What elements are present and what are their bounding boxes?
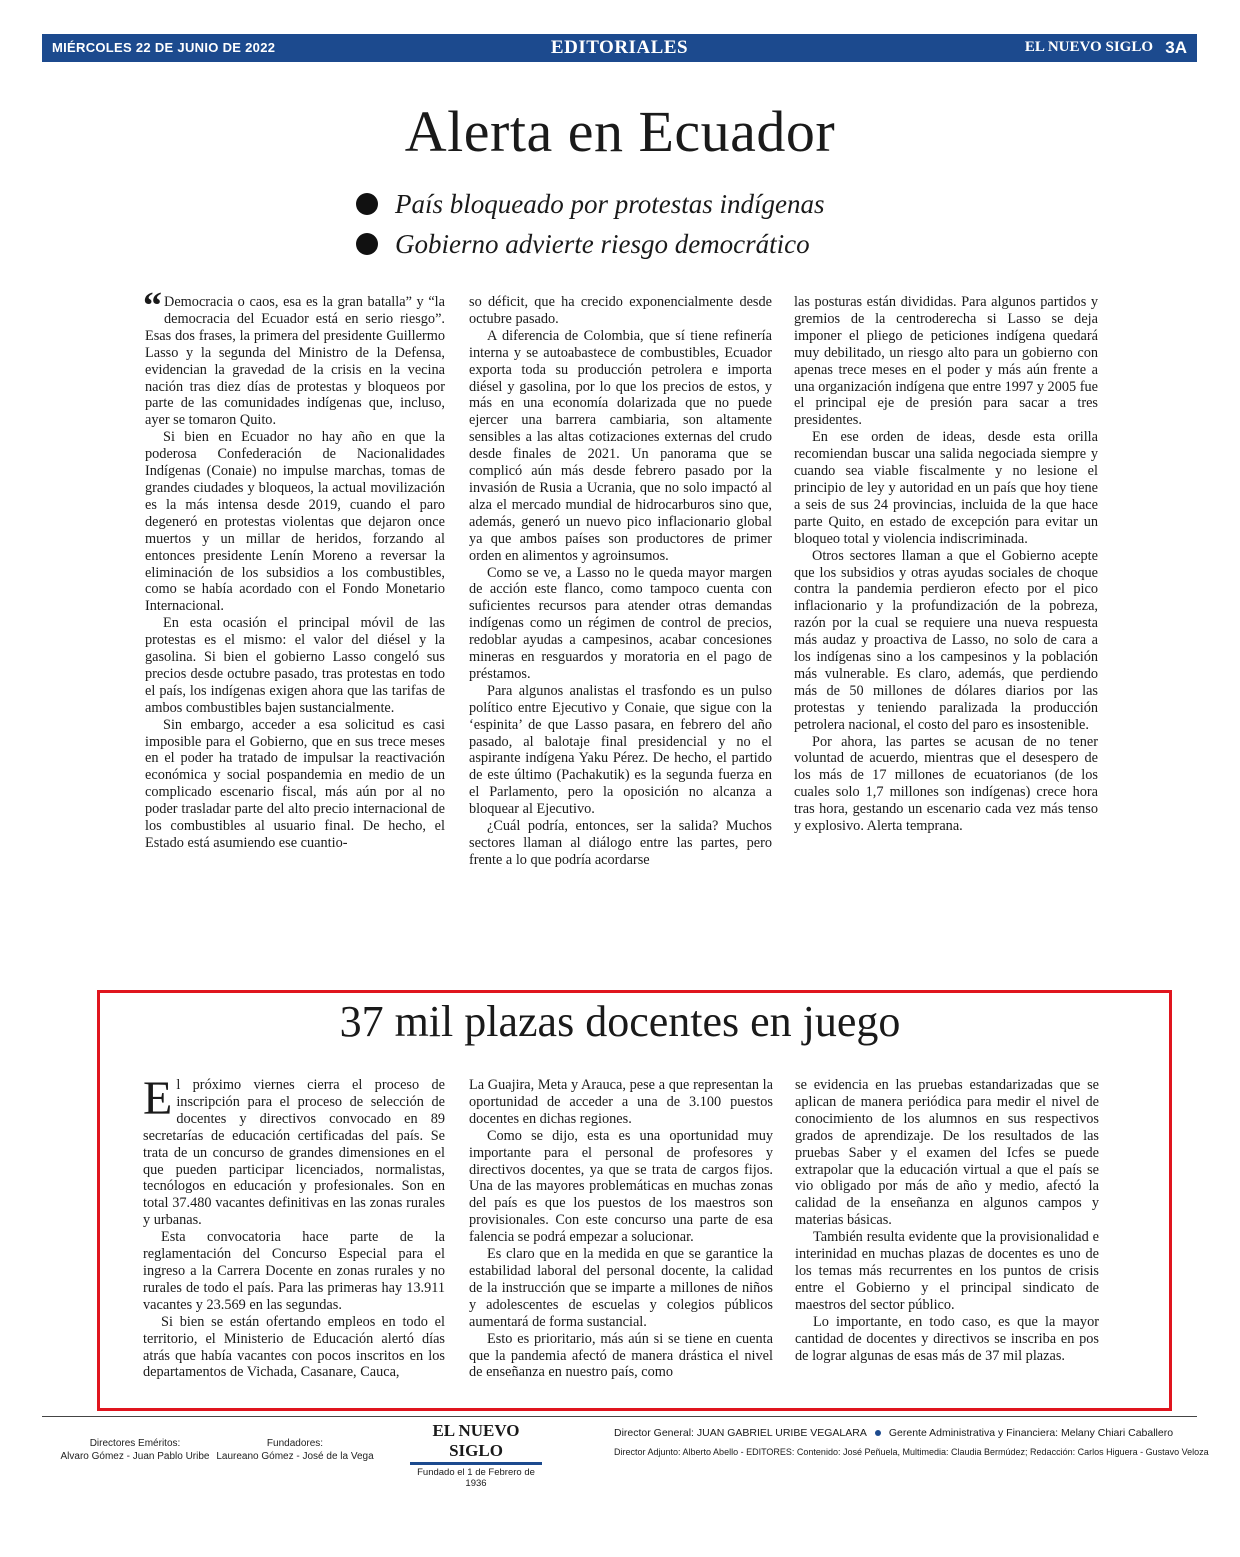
section-name: EDITORIALES: [550, 37, 689, 58]
logo-text: EL NUEVO SIGLO: [432, 1421, 520, 1460]
paragraph: Por ahora, las partes se acusan de no tener voluntad de acuerdo, mientras que el desespero de los más de 17 millones de ecuatorianos (de los cuales solo 1,7 millones son indígenas) crece hora tras hora, gestando un escenario cada vez más tenso y explosivo. Alerta temprana.: [794, 733, 1098, 835]
bullet-icon: [356, 233, 378, 255]
editorial-headline: Alerta en Ecuador: [404, 99, 836, 164]
paragraph: Si bien se están ofertando empleos en todo el territorio, el Ministerio de Educación alertó días atrás que había vacantes con pocos inscritos en los departamentos de Vichada, Casanare, Cauca,: [143, 1313, 445, 1381]
editorial2-column-2: [469, 1077, 773, 1381]
subhead-2: [356, 224, 825, 264]
paragraph: En esta ocasión el principal móvil de las protestas es el mismo: el valor del diésel y la gasolina. Si bien el gobierno Lasso congeló sus precios desde octubre pasado, tras protestas en todo el país, los indígenas exigen ahora que las tarifas de ambos combustibles bajen sustancialmente.: [145, 615, 445, 716]
emeritos-label: Directores Eméritos:: [89, 1438, 181, 1449]
masthead-logo: [410, 1421, 542, 1489]
paragraph: “ Democracia o caos, esa es la gran batalla” y “la democracia del Ecuador está en serio riesgo”. Esas dos frases, la primera del presidente Guillermo Lasso y la segunda del Ministro de la Defensa, evidencian la gravedad de la crisis en la vecina nación tras diez días de protestas y bloqueos por parte de las comunidades indígenas que, incluso, ayer se tomaron Quito.: [143, 285, 445, 429]
paragraph: las posturas están divididas. Para algunos partidos y gremios de la centroderecha si Lasso se deja imponer el pliego de peticiones indígena quedará muy debilitado, un riesgo alto para un gobierno con apenas trece meses en el poder y más aún frente a una organización indígena que entre 1997 y 2005 fue el principal eje de presión para sacar a tres presidentes.: [794, 294, 1098, 429]
editorial-subheads: [356, 184, 825, 264]
paragraph: so déficit, que ha crecido exponencialmente desde octubre pasado.: [469, 294, 772, 327]
paragraph: Sin embargo, acceder a esa solicitud es casi imposible para el Gobierno, que en sus trece meses en el poder ha tratado de impulsar la reactivación económica y social pospandemia en medio de un complicado escenario fiscal, más aún por al no poder trasladar parte del alto precio internacional de los combustibles al usuario final. De hecho, el Estado está asumiendo ese cuantio-: [145, 716, 445, 851]
editorial1-column-3: [794, 294, 1098, 835]
paragraph: Lo importante, en todo caso, es que la mayor cantidad de docentes y directivos se inscriba en pos de lograr algunas de esas más de 37 mil plazas.: [795, 1313, 1099, 1364]
paragraph: Es claro que en la medida en que se garantice la estabilidad laboral del personal docente, la calidad de la instrucción que se imparte a millones de niños y adolescentes de escuelas y colegios públicos aumentará de forma sustancial.: [469, 1246, 773, 1330]
paragraph: A diferencia de Colombia, que sí tiene refinería interna y se autoabastece de combustibles, Ecuador exporta toda su producción petrolera e importa diésel y gasolina, por lo que los precios de estos, y más en una economía dolarizada que no puede ejercer una barrera cambiaria, son altamente sensibles a las altas cotizaciones externas del crudo desde finales de 2021. Un panorama que se complicó aún más desde febrero pasado por la invasión de Rusia a Ucrania, que no solo impactó al alza el mercado mundial de hidrocarburos sino que, además, generó un nuevo pico inflacionario global ya que ambos países son productores de primer orden en alimentos y agroinsumos.: [469, 327, 772, 564]
paragraph: Como se dijo, esta es una oportunidad muy importante para el personal de profesores y directivos docentes, ya que se trata de cargos fijos. Una de las mayores problemáticas en muchas zonas del país es que los puestos de los maestros son provisionales. Con este concurso una parte de esa falencia se podrá empezar a solucionar.: [469, 1127, 773, 1246]
subhead-text: País bloqueado por protestas indígenas: [395, 189, 825, 219]
editorial2-column-3: [795, 1077, 1099, 1364]
subhead-1: [356, 184, 825, 224]
fundadores-names: Laureano Gómez - José de la Vega: [216, 1451, 374, 1462]
paragraph: Otros sectores llaman a que el Gobierno acepte que los subsidios y otras ayudas sociales de choque contra la pandemia perdieron efecto por el pico inflacionario y la profundización de la pobreza, razón por la cual se requiere una nueva respuesta más audaz y proactiva de Lasso, no solo de cara a los indígenas sino a los campesinos y la población más vulnerable. Es claro, además, que perdiendo más de 50 millones de dólares diarios por las protestas y teniendo paralizada la producción petrolera nacional, el costo del paro es insostenible.: [794, 547, 1098, 733]
staff-line-1: [614, 1427, 1173, 1439]
edition-date: MIÉRCOLES 22 DE JUNIO DE 2022: [52, 40, 276, 55]
paragraph: El próximo viernes cierra el proceso de inscripción para el proceso de selección de docentes y directivos convocado en 89 secretarías de educación certificadas del país. Se trata de un concurso de grandes dimensiones en el que pueden participar licenciados, normalistas, tecnólogos en educación y profesionales. Son en total 37.480 vacantes definitivas en las zonas rurales y urbanas.: [143, 1072, 445, 1229]
staff-line-2: Director Adjunto: Alberto Abello - EDITORES: Contenido: José Peñuela, Multimedia: Claudia Bermúdez; Redacción: Carlos Higuera - Gustavo Veloza: [614, 1447, 1209, 1457]
page-header-bar: [42, 34, 1197, 62]
paragraph: Esto es prioritario, más aún si se tiene en cuenta que la pandemia afectó de manera drástica el nivel de enseñanza en nuestro país, como: [469, 1330, 773, 1381]
paragraph: se evidencia en las pruebas estandarizadas que se aplican de manera periódica para medir el nivel de conocimiento de los alumnos en sus respectivos grados de aprendizaje. De los resultados de las pruebas Saber y el examen del Icfes se puede extrapolar que la educación virtual a que el país se vio obligado por más de año y medio, afectó la calidad de la enseñanza en algunos campos y materias básicas.: [795, 1077, 1099, 1229]
separator-dot-icon: [875, 1430, 881, 1436]
page-number: 3A: [1165, 38, 1187, 57]
gerente: Gerente Administrativa y Financiera: Melany Chiari Caballero: [888, 1427, 1174, 1439]
subhead-text: Gobierno advierte riesgo democrático: [395, 229, 810, 259]
newspaper-name: EL NUEVO SIGLO: [1024, 39, 1153, 55]
paragraph: Esta convocatoria hace parte de la reglamentación del Concurso Especial para el ingreso a la Carrera Docente en zonas rurales y no rurales de todo el país. Para las primeras hay 13.911 vacantes y 23.569 en las segundas.: [143, 1229, 445, 1313]
logo-rule: [410, 1462, 542, 1465]
directores-emeritos: [50, 1437, 220, 1463]
founded-date: Fundado el 1 de Febrero de 1936: [417, 1467, 535, 1489]
paragraph: También resulta evidente que la provisionalidad e interinidad en muchas plazas de docentes es uno de los temas más recurrentes en los puntos de crisis entre el Gobierno y el principal sindicato de maestros del sector público.: [795, 1229, 1099, 1313]
paragraph: Si bien en Ecuador no hay año en que la poderosa Confederación de Nacionalidades Indígenas (Conaie) no impulse marchas, tomas de grandes ciudades y bloqueos, la actual movilización es la más intensa desde 2019, cuando el paro degeneró en protestas violentas que dejaron once muertos y un millar de heridos, forzando al entonces presidente Lenín Moreno a reversar la eliminación de los subsidios a los combustibles, como se había acordado con el Fondo Monetario Internacional.: [145, 429, 445, 615]
editorial1-column-2: [469, 294, 772, 869]
editorial1-column-1: [143, 285, 445, 852]
bullet-icon: [356, 193, 378, 215]
paragraph: Para algunos analistas el trasfondo es un pulso político entre Ejecutivo y Conaie, que sigue con la ‘espinita’ de que Lasso pasara, en febrero del año pasado, al balotaje final presidencial y no el aspirante indígena Yaku Pérez. De hecho, el partido de este último (Pachakutik) es la segunda fuerza en el Parlamento, pero la oposición no alcanza a bloquear al Ejecutivo.: [469, 682, 772, 818]
paragraph: La Guajira, Meta y Arauca, pese a que representan la oportunidad de acceder a una de 3.100 puestos docentes en dichas regiones.: [469, 1077, 773, 1127]
director-general: Director General: JUAN GABRIEL URIBE VEGALARA: [614, 1427, 867, 1439]
footer-divider: [42, 1416, 1197, 1417]
fundadores-label: Fundadores:: [266, 1438, 324, 1449]
paragraph: ¿Cuál podría, entonces, ser la salida? Muchos sectores llaman al diálogo entre las partes, pero frente a lo que podría acordarse: [469, 818, 772, 868]
paragraph: Como se ve, a Lasso no le queda mayor margen de acción este flanco, como tampoco cuenta con suficientes recursos para atender otras demandas indígenas como un régimen de control de precios, redoblar ayudas a campesinos, acabar concesiones mineras en resguardos y moratoria en el pago de préstamos.: [469, 564, 772, 682]
paragraph: En ese orden de ideas, desde esta orilla recomiendan buscar una salida negociada siempre y cuando sea viable fiscalmente y no lesione el principio de ley y autoridad en un país que hoy tiene a seis de sus 24 provincias, incluida de la que hace parte Quito, en estado de excepción para evitar un bloqueo total y violencia indiscriminada.: [794, 429, 1098, 547]
fundadores: [210, 1437, 380, 1463]
emeritos-names: Alvaro Gómez - Juan Pablo Uribe: [60, 1451, 210, 1462]
editorial2-headline: 37 mil plazas docentes en juego: [339, 997, 901, 1046]
drop-cap: E: [143, 1072, 173, 1125]
editorial2-column-1: [143, 1072, 445, 1381]
open-quote-icon: “: [143, 285, 162, 327]
